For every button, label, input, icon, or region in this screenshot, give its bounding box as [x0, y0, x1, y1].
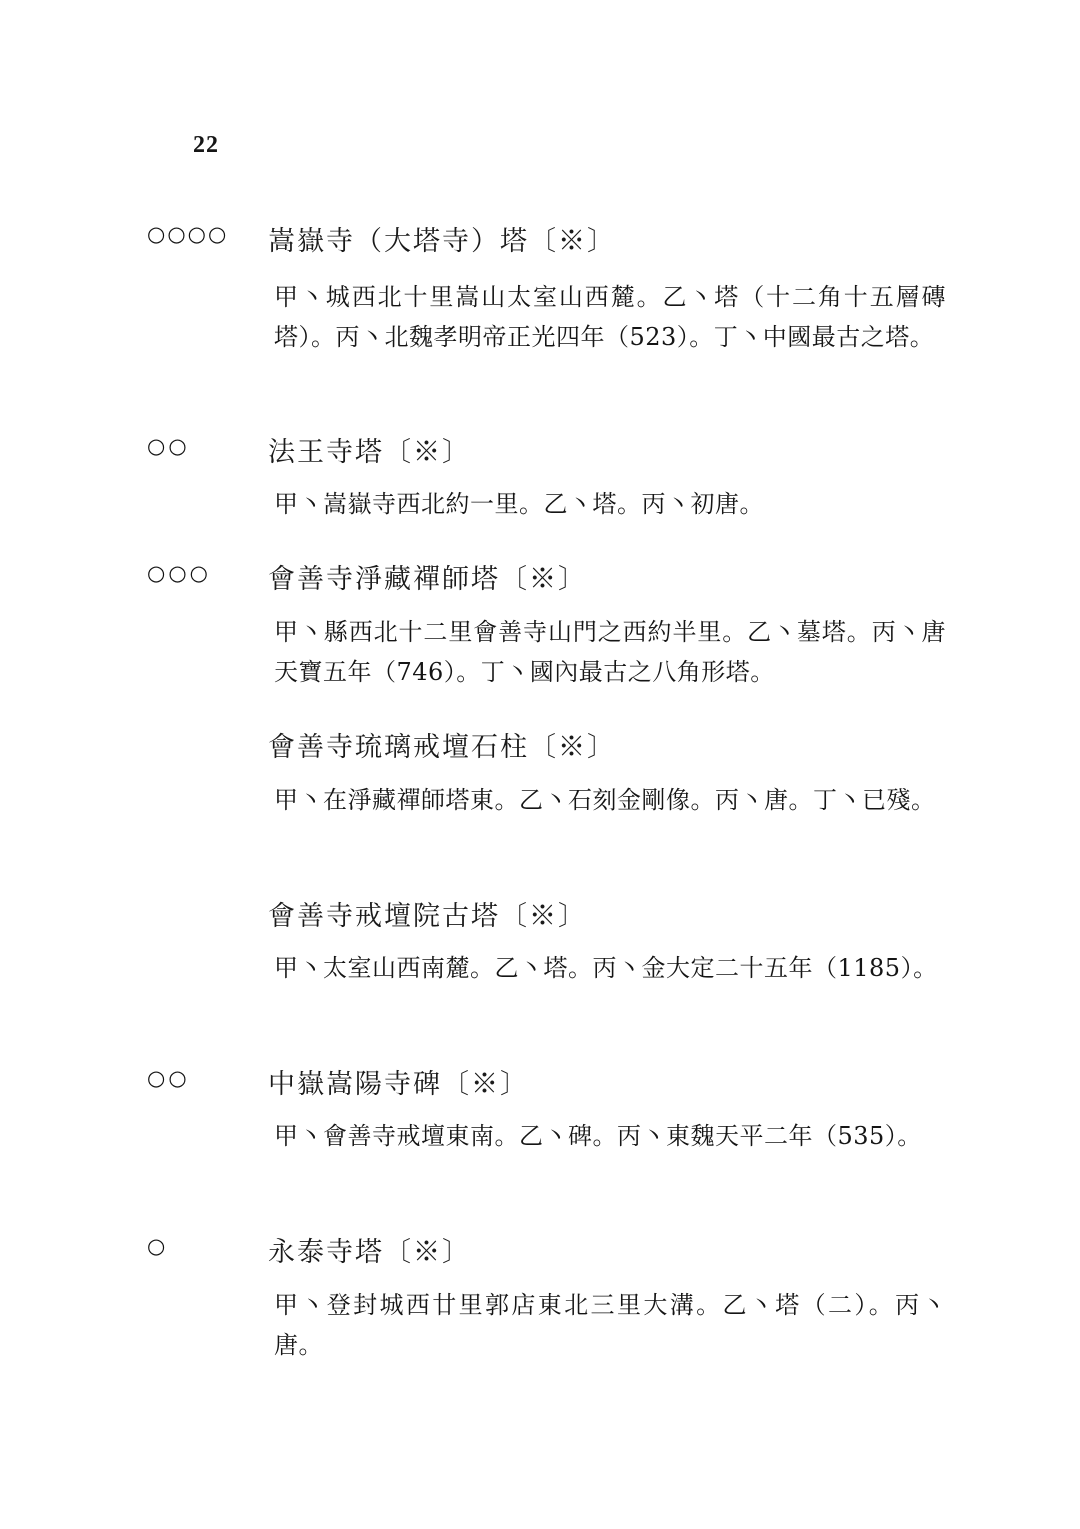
- rank-marks: ○○○○: [147, 222, 229, 246]
- entry-description: 甲丶城西北十里嵩山太室山西麓。乙丶塔（十二角十五層磚塔）。丙丶北魏孝明帝正光四年（523）。丁丶中國最古之塔。: [274, 283, 946, 351]
- entry-description: 甲丶太室山西南麓。乙丶塔。丙丶金大定二十五年（1185）。: [274, 954, 938, 982]
- rank-marks: ○○○: [147, 561, 211, 585]
- rank-marks: ○○: [147, 1066, 190, 1090]
- entry-description: 甲丶縣西北十二里會善寺山門之西約半里。乙丶墓塔。丙丶唐天寶五年（746）。丁丶國內最古之八角形塔。: [274, 618, 946, 686]
- entry-title: 會善寺戒壇院古塔〔※〕: [268, 901, 587, 932]
- rank-marks: ○: [147, 1234, 169, 1258]
- rank-marks: ○○: [147, 434, 190, 458]
- entry-title: 法王寺塔〔※〕: [268, 437, 471, 468]
- entry-description: 甲丶嵩嶽寺西北約一里。乙丶塔。丙丶初唐。: [274, 490, 764, 518]
- entry-title: 中嶽嵩陽寺碑〔※〕: [268, 1069, 529, 1100]
- entry-description: 甲丶會善寺戒壇東南。乙丶碑。丙丶東魏天平二年（535）。: [274, 1122, 922, 1150]
- entry-title: 嵩嶽寺（大塔寺）塔〔※〕: [268, 226, 616, 257]
- entry-title: 會善寺淨藏禪師塔〔※〕: [268, 564, 587, 595]
- entry-description: 甲丶在淨藏禪師塔東。乙丶石刻金剛像。丙丶唐。丁丶已殘。: [274, 786, 936, 814]
- page-number: 22: [193, 132, 219, 158]
- entry-title: 會善寺琉璃戒壇石柱〔※〕: [268, 732, 616, 763]
- entry-title: 永泰寺塔〔※〕: [268, 1237, 471, 1268]
- entry-description: 甲丶登封城西廿里郭店東北三里大溝。乙丶塔（二）。丙丶唐。: [274, 1291, 946, 1359]
